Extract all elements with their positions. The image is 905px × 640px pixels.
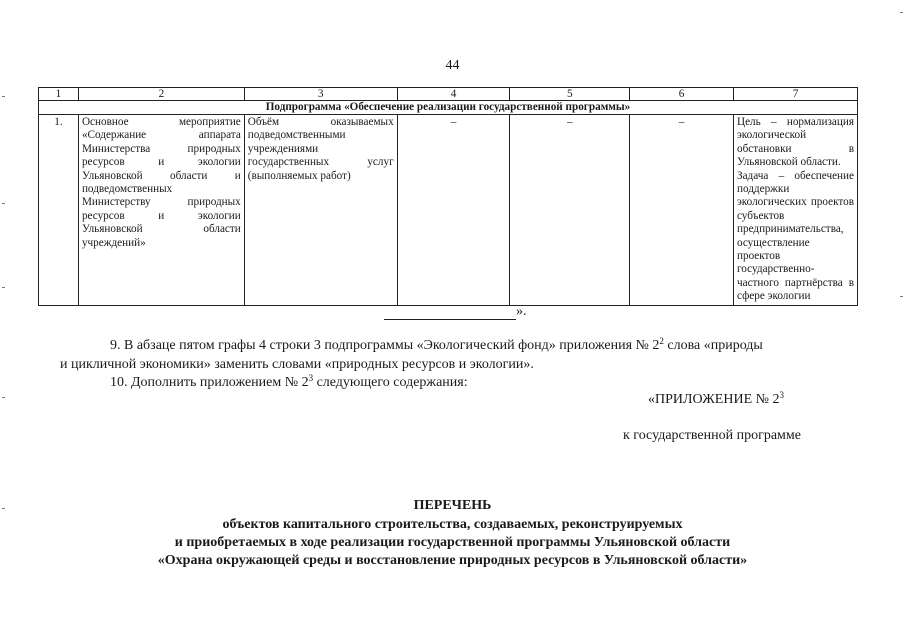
program-table [38, 87, 858, 306]
column-header: 3 [244, 88, 397, 101]
item-10-text: следующего содержания: [313, 375, 468, 390]
signature-line [384, 307, 516, 320]
item-9-line-1 [110, 337, 860, 354]
subprogram-row [39, 101, 858, 115]
row-number: 1. [39, 115, 79, 306]
appendix-text: «ПРИЛОЖЕНИЕ № 2 [648, 392, 780, 407]
scan-mark [2, 397, 5, 398]
appendix-label [648, 391, 784, 408]
item-9-text: 9. В абзаце пятом графы 4 строки 3 подпрограммы «Экологический фонд» приложения № 2 [110, 338, 660, 353]
heading-line: и приобретаемых в ходе реализации государственной программы Ульяновской области [174, 535, 731, 550]
superscript: 3 [308, 373, 314, 383]
scan-mark [900, 12, 903, 13]
column-header: 6 [630, 88, 734, 101]
goal-task-cell [733, 115, 857, 306]
item-9-line-2: и цикличной экономики» заменить словами «природных ресурсов и экологии». [60, 357, 534, 372]
column-header: 4 [397, 88, 510, 101]
column-header: 5 [510, 88, 630, 101]
scan-mark [2, 203, 5, 204]
value-cell: – [510, 115, 630, 306]
superscript: 3 [779, 390, 784, 400]
scan-mark [2, 96, 5, 97]
indicator-cell: Объём оказываемых подведомственными учреждениями государственных услуг (выполняемых работ) [244, 115, 397, 306]
heading-line: объектов капитального строительства, создаваемых, реконструируемых [222, 517, 683, 532]
subprogram-title: Подпрограмма «Обеспечение реализации государственной программы» [39, 101, 858, 115]
item-10 [110, 374, 810, 391]
column-header: 2 [78, 88, 244, 101]
closing-mark [384, 304, 527, 320]
main-event-cell: Основное мероприятие «Содержание аппарата Министерства природных ресурсов и экологии Ульяновской области и подведомственных Министерству природных ресурсов и экологии Ульяновской области учреждений» [78, 115, 244, 306]
heading-line: «Охрана окружающей среды и восстановление природных ресурсов в Ульяновской области» [157, 553, 748, 568]
scan-mark [2, 287, 5, 288]
appendix-to: к государственной программе [623, 428, 801, 443]
page-number: 44 [445, 58, 460, 73]
table-row [39, 115, 858, 306]
item-10-text: 10. Дополнить приложением № 2 [110, 375, 309, 390]
value-cell: – [630, 115, 734, 306]
column-header: 7 [733, 88, 857, 101]
heading-title: ПЕРЕЧЕНЬ [413, 498, 492, 513]
superscript: 2 [659, 336, 664, 346]
table-header-row [39, 88, 858, 101]
column-header: 1 [39, 88, 79, 101]
task-text: Задача – обеспечение поддержки экологических проектов субъектов предпринимательства, осуществление проектов государственно-частного партнёрства в сфере экологии [736, 169, 854, 303]
goal-text: Цель – нормализация экологической обстановки в Ульяновской области. [736, 116, 854, 169]
closing-quote: ». [516, 304, 527, 319]
scan-mark [900, 296, 903, 297]
value-cell: – [397, 115, 510, 306]
item-9-text: слова «природы [663, 338, 763, 353]
